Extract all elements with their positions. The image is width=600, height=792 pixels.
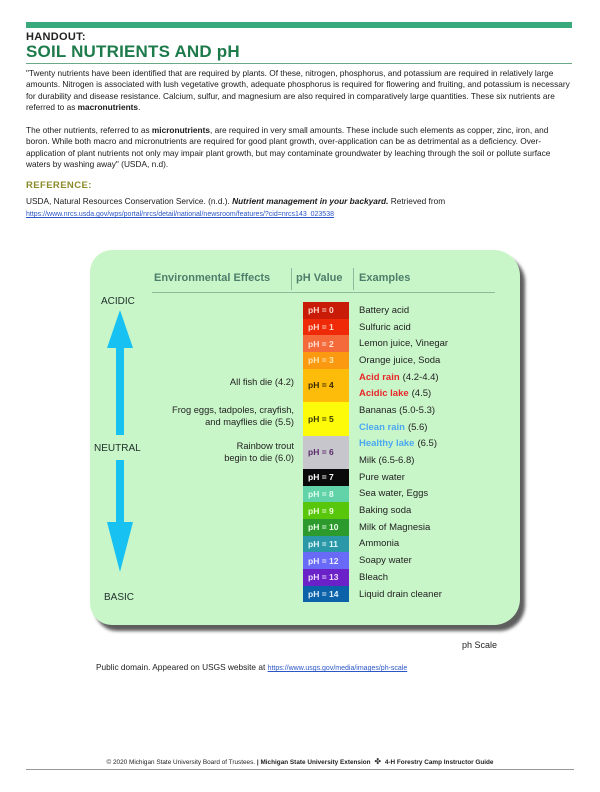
basic-label: BASIC	[104, 592, 135, 603]
term-micronutrients: micronutrients	[151, 125, 210, 135]
example-text: Lemon juice, Vinegar	[359, 338, 449, 350]
example-row	[359, 352, 448, 369]
example-row	[359, 586, 448, 603]
example-text: Soapy water	[359, 555, 412, 567]
effect-line: Frog eggs, tadpoles, crayfish,	[172, 405, 294, 415]
reference-link[interactable]: https://www.nrcs.usda.gov/wps/portal/nrcs/detail/national/newsroom/features/?cid=nrcs143_023538	[26, 211, 334, 218]
term-macronutrients: macronutrients	[77, 101, 139, 112]
ph-box-11: pH = 11	[303, 536, 349, 553]
example-row	[359, 369, 448, 386]
ph-box-5: pH = 5	[303, 402, 349, 435]
ph-box-3: pH = 3	[303, 352, 349, 369]
example-row	[359, 419, 448, 436]
example-text: Bleach	[359, 571, 389, 583]
footer-copyright: © 2020 Michigan State University Board of Trustees.	[106, 759, 256, 766]
footer-separator: |	[256, 759, 259, 766]
column-header-environmental-effects: Environmental Effects	[154, 272, 271, 284]
ph-box-13: pH = 13	[303, 569, 349, 586]
example-row	[359, 469, 448, 486]
example-row	[359, 569, 448, 586]
example-text: Orange juice, Soda	[359, 354, 441, 366]
effect-line: All fish die (4.2)	[229, 377, 294, 387]
credit-link[interactable]: https://www.usgs.gov/media/images/ph-scale	[267, 665, 408, 672]
examples-column	[359, 302, 448, 602]
handout-kicker: HANDOUT:	[26, 31, 86, 43]
ph-box-6: pH = 6	[303, 436, 349, 469]
example-row	[359, 536, 448, 553]
ph-box-12: pH = 12	[303, 552, 349, 569]
effect-ph-6	[224, 441, 294, 464]
arrow-down-icon	[107, 522, 133, 572]
example-row	[359, 552, 448, 569]
example-text: Pure water	[359, 471, 405, 483]
intro-paragraph	[26, 68, 574, 113]
example-highlight: Healthy lake	[359, 438, 415, 450]
example-row	[359, 436, 448, 453]
example-text: Bananas (5.0-5.3)	[359, 404, 436, 416]
4-h-clover-icon: ✤	[374, 757, 382, 766]
example-row	[359, 519, 448, 536]
example-text: Milk of Magnesia	[359, 521, 431, 533]
page-footer	[0, 757, 600, 766]
credit-text: Public domain. Appeared on USGS website at	[96, 662, 268, 672]
ph-box-14: pH = 14	[303, 586, 349, 603]
column-header-examples: Examples	[359, 272, 411, 284]
effect-ph-5	[172, 405, 294, 428]
example-highlight: Clean rain	[359, 421, 405, 433]
header-underline	[152, 292, 495, 293]
neutral-label: NEUTRAL	[94, 443, 141, 454]
effect-line: begin to die (6.0)	[224, 452, 294, 463]
example-text: Ammonia	[359, 538, 400, 550]
example-row	[359, 452, 448, 469]
ph-box-9: pH = 9	[303, 502, 349, 519]
acidic-label: ACIDIC	[101, 296, 135, 307]
example-text: Baking soda	[359, 505, 412, 517]
example-highlight: Acidic lake	[359, 388, 409, 400]
paragraph-text: "Twenty nutrients have been identified that are required by plants. Of these, nitrogen, phosphorus, and potassium are required in relatively large amounts. Nitrogen is associated with lush vegetative growth, adequate phosphorus is required for flowering and fruiting, and potassium is necessary for durability and disease resistance. Calcium, sulfur, and magnesium are also required in comparatively large quantities. These six nutrients are referred to as	[26, 68, 570, 112]
effect-line: and mayflies die (5.5)	[205, 416, 294, 427]
reference-heading: REFERENCE:	[26, 180, 92, 191]
example-text: (5.6)	[407, 421, 428, 433]
page-title: SOIL NUTRIENTS AND pH	[26, 42, 240, 61]
ph-box-7: pH = 7	[303, 469, 349, 486]
example-row	[359, 335, 448, 352]
example-row	[359, 502, 448, 519]
example-text: (6.5)	[417, 438, 437, 450]
example-text: Sea water, Eggs	[359, 488, 429, 500]
paragraph-text: .	[138, 101, 141, 112]
micronutrients-paragraph	[26, 125, 574, 170]
paragraph-text: , are required in very small amounts. These include such elements as copper, zinc, iron, and boron. While both macro and micronutrients are required for good plant growth, over-application can be as detrimental as a deficiency. Over-application of plant nutrients not only may impair plant growth, but may contaminate groundwater by leaching through the soil or pollute surface waters by washing away" (USDA, n.d).	[26, 125, 551, 169]
footer-org: Michigan State University Extension	[260, 759, 371, 766]
ph-box-0: pH = 0	[303, 302, 349, 319]
figure-credit	[96, 662, 407, 672]
footer-divider	[26, 769, 574, 770]
example-row	[359, 319, 448, 336]
ph-box-1: pH = 1	[303, 319, 349, 336]
citation-retrieved: Retrieved from	[388, 196, 446, 206]
example-highlight: Acid rain	[359, 371, 400, 383]
citation-author: USDA, Natural Resources Conservation Service. (n.d.).	[26, 196, 233, 206]
effect-ph-4	[230, 377, 294, 389]
paragraph-text: The other nutrients, referred to as	[26, 125, 152, 135]
example-text: (4.2-4.4)	[402, 371, 439, 383]
example-text: (4.5)	[411, 388, 432, 400]
arrow-shaft	[116, 460, 124, 525]
effect-line: Rainbow trout	[236, 441, 294, 451]
column-header-ph-value: pH Value	[296, 272, 343, 284]
ph-box-2: pH = 2	[303, 335, 349, 352]
example-row	[359, 385, 448, 402]
example-text: Milk (6.5-6.8)	[359, 455, 415, 467]
ph-value-column	[303, 302, 349, 602]
ph-box-10: pH = 10	[303, 519, 349, 536]
header-accent-bar	[26, 22, 572, 28]
citation-title: Nutrient management in your backyard.	[232, 196, 389, 206]
example-row	[359, 402, 448, 419]
reference-citation	[26, 195, 574, 221]
example-row	[359, 486, 448, 503]
example-text: Liquid drain cleaner	[359, 588, 442, 600]
example-text: Sulfuric acid	[359, 321, 411, 333]
example-text: Battery acid	[359, 304, 410, 316]
footer-guide-title: 4-H Forestry Camp Instructor Guide	[384, 759, 494, 766]
title-divider	[26, 63, 572, 64]
arrow-shaft	[116, 340, 124, 435]
figure-caption: ph Scale	[461, 640, 497, 650]
example-row	[359, 302, 448, 319]
ph-box-4: pH = 4	[303, 369, 349, 402]
column-separator	[291, 268, 292, 290]
ph-box-8: pH = 8	[303, 486, 349, 503]
column-separator	[353, 268, 354, 290]
